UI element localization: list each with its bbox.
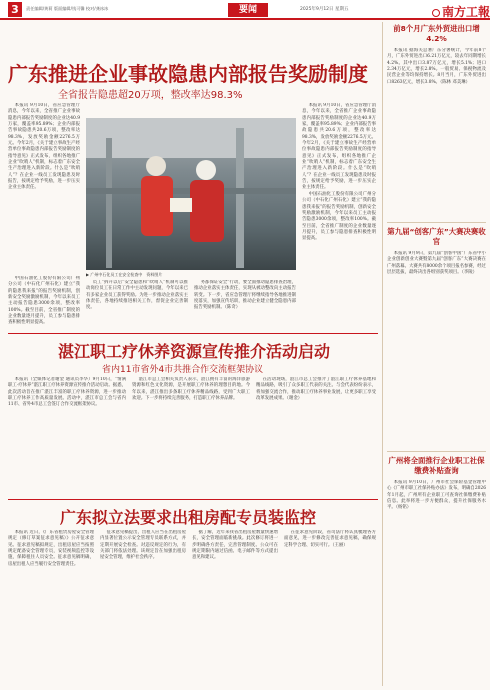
logo-icon	[432, 9, 440, 17]
article3-col2: 征求意见稿提出，出租人应当在出租房屋内显著位置公示安全管理专员联系方式，并定期开展安全检查。对违反规定的行为，有关部门将依法处理。该规定旨在加强出租房屋安全管理，维护社会秩序。	[100, 530, 186, 561]
sidebar-divider-2	[387, 451, 486, 452]
article1-subtitle: 全省报告隐患超20万项，整改率达98.3%	[58, 90, 243, 101]
workers-illustration	[86, 118, 296, 270]
sidebar-item1-title[interactable]	[387, 24, 486, 44]
article3-col3: 据了解，近年来我省出租房屋数量快速增长，安全管理面临新挑战。此次修订将进一步明确各方责任，完善管理制度。公众可在规定期限内通过信函、电子邮件等方式提出意见和建议。	[192, 530, 278, 561]
article1-title[interactable]: 广东推进企业事故隐患内部报告奖励制度	[8, 62, 368, 86]
news-sidebar	[382, 22, 486, 686]
sidebar-item2-title[interactable]	[387, 227, 486, 247]
article2-col1: 本报讯（全媒体记者谢金 通讯员李华）9月10日，“情满职工·疗休养”湛江职工疗休养资源宣传推介活动启动。据悉，此次活动旨在推广湛江丰富的职工疗休养资源，进一步推动职工疗休养工作高质量发展。活动中，湛江市总工会与省内11市、省外4市总工会签订合作交流框架协议。	[8, 377, 126, 408]
divider-1	[8, 333, 378, 334]
logo-text: 南方工報	[442, 5, 490, 19]
page-number: 3	[8, 2, 22, 17]
article2-col2: 湛江市总工会相关负责人表示，湛江拥有丰富的海洋旅游资源和红色文化资源，是开展职工疗休养的理想目的地。今年以来，湛江推出多条职工疗休养精品线路，受到广大职工欢迎。下一步将持续完善服务，打造职工疗休养品牌。	[132, 377, 250, 402]
article1-col4: 务都保证安全”行动，要全面推动隐患排查治理，推动企业落实主体责任，实现从被动整改向主动报告转变。下一步，省应急管理厅将继续指导各地推进制度落实，加强宣传培训，推动企业建立健全隐患内部报告奖励机制。（陈奇）	[194, 280, 296, 311]
caption-credit: 资料图片	[146, 272, 163, 277]
article2-subtitle: 省内11市省外4市共推合作交流框架协议	[102, 365, 264, 375]
sidebar-item1-text: 本报讯 据海关总署广东分署统计，今年前8个月，广东外贸进出口6.21万亿元，较去年同期增长4.2%。其中出口3.87万亿元，增长5.1%；进口2.34万亿元，增长2.8%。一般贸易、保税物流及民营企业等均保持增长。8月当月，广东外贸进出口8263亿元，增长3.8%。（陈林 邓美琳）	[387, 48, 486, 85]
sidebar-divider-1	[387, 222, 486, 223]
article1-col5: 本报讯 9月10日，省应急管理厅消息，今年以来，全省推广企业事故隐患内部报告奖励制度的企业达40.9万家，覆盖率95.89%；企业内部报告事故隐患共20.6万项，整改率达98.3%，发放奖励金额2276.5万元。今年2月，《关于建立事故生产经营单位事故隐患内部报告奖励制度的指导意见》正式发布，组织各地推广企业“吹哨人”机制，标志着广东安全生产治理进入新阶段。什么是“吹哨人”？在企业一线员工发现隐患及时报告，按规定给予奖励，进一步压实企业主体责任。 中国石油化工股份有限公司广州分公司（中石化广州石化）建立“我的隐患我来报”的报告奖励机制，创新安全奖励激励机制，今年以来员工主动报告隐患3000余项，整改率100%。截至目前，全省推广制度的企业数量逐月提升，员工参与隐患排查积极性明显提高。	[302, 103, 376, 242]
sidebar-item3-text: 本报讯 9月10日，广州市社会保险基金管理中心《广州市职工社保补贴办法》发布，明确自2026年1月起，广州所有企业职工可查询社保缴费补贴信息。此举将进一步方便群众，提升社保服务水平。（杨铭）	[387, 480, 486, 511]
article1-col2: 中国石油化工股份有限公司广州分公司（中石化广州石化）建立“我的隐患我来报”的报告奖励机制，创新安全奖励激励机制，今年以来员工主动报告隐患3000余项，整改率100%。截至目前，全省推广制度的企业数量逐月提升，员工参与隐患排查积极性明显提高。	[8, 276, 80, 326]
newspaper-logo	[432, 3, 490, 20]
sidebar-item1-title-text: 前8个月广东外贸进出口增4.2%	[393, 24, 480, 43]
article2-title[interactable]: 湛江职工疗休养资源宣传推介活动启动	[58, 342, 331, 361]
article3-col4: 在征求意见阶段，省司法厅将认真梳理各方面意见，进一步修改完善征求意见稿，确保规定科学合理、切实可行。（王丽）	[284, 530, 376, 548]
article1-photo-caption: ▶ 广州中石化员工在安全检查中 资料图片	[86, 272, 163, 277]
editors-line: 责任编辑/黄莉 版面编辑/钱可馨 校对/龚冰冰	[26, 6, 109, 11]
article2-col3: 在活动现场，湛江市总工会推介了湛江职工疗休养基地和精品线路，吸引了众多职工代表的关注。与会代表纷纷表示，将加强交流合作，推动职工疗休养事业发展，让更多职工享受改革发展成果。（谢金）	[256, 377, 376, 402]
divider-2	[8, 499, 378, 500]
issue-date: 2025年9月12日 星期五	[300, 7, 349, 12]
sidebar-item3-title-text: 广州将全面推行企业职工社保缴费补贴查询	[388, 456, 485, 475]
article1-col1: 本报讯 9月10日，省应急管理厅消息，今年以来，全省推广企业事故隐患内部报告奖励制度的企业达40.9万家，覆盖率95.89%；企业内部报告事故隐患共20.6万项，整改率达98.3%，发放奖励金额2276.5万元。今年2月，《关于建立事故生产经营单位事故隐患内部报告奖励制度的指导意见》正式发布，组织各地推广企业“吹哨人”机制，标志着广东安全生产治理进入新阶段。什么是“吹哨人”？在企业一线员工发现隐患及时报告，按规定给予奖励，进一步压实企业主体责任。	[8, 103, 80, 191]
article3-title[interactable]: 广东拟立法要求出租房配专员装监控	[60, 508, 317, 527]
article3-col1: 本报讯 近日，《广东省租赁房屋安全管理规定（修订草案征求意见稿）》公开征求意见。征求意见稿拟规定，出租房屋应当按照规定配备安全管理专员，安装视频监控等设施，保障租住人员安全。征求意见稿明确，房屋出租人应当履行安全管理责任。	[8, 530, 94, 567]
sidebar-item2-text: 本报讯 9月9日，第九届“创客中国”广东省中小企业创新创业大赛暨第九届“创客广东”大赛决赛在广州落幕。大赛共有8000余个项目报名参赛，经过层层选拔，最终决出各组别获奖项目。（李陵）	[387, 251, 486, 276]
page-header	[0, 0, 490, 20]
caption-text: 广州中石化员工在安全检查中	[90, 272, 143, 277]
sidebar-item2-title-text: 第九届“创客广东”大赛决赛收官	[387, 227, 486, 246]
sidebar-item3-title[interactable]	[387, 456, 486, 476]
section-label: 要闻	[228, 3, 268, 17]
article1-photo	[86, 118, 296, 270]
article1-col3: 员工“拆开以后”安全隐患和“吹哨人”机制可以推动岗位员工在日常工作中主动发现问题，今年以来已有多家企业员工获得奖励。为进一步推动企业落实主体责任，各地持续推进相关工作，督促企业完善制度。	[86, 280, 188, 311]
